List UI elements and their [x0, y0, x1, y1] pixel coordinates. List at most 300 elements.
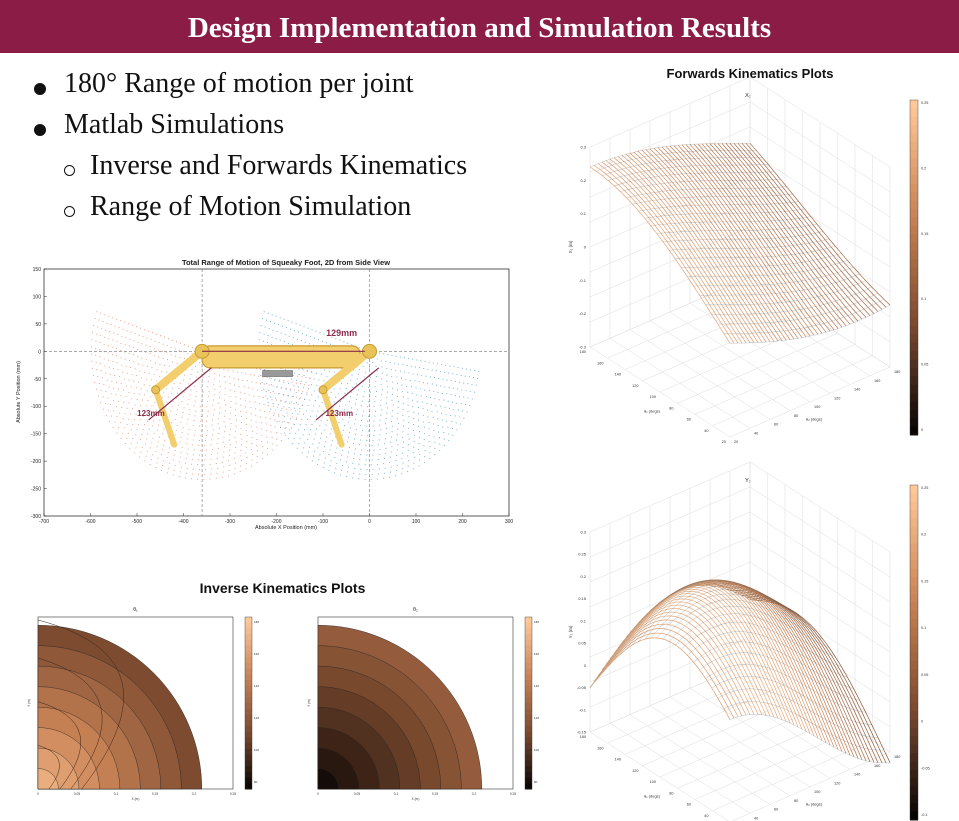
reach-dot [437, 411, 438, 412]
reach-dot [303, 414, 304, 415]
reach-dot [413, 424, 414, 425]
reach-dot [199, 362, 200, 363]
reach-dot [251, 381, 252, 382]
reach-dot [326, 437, 327, 438]
reach-dot [371, 464, 372, 465]
reach-dot [235, 426, 236, 427]
reach-dot [272, 443, 273, 444]
reach-dot [391, 421, 392, 422]
reach-dot [271, 432, 272, 433]
reach-dot [362, 386, 363, 387]
reach-dot [444, 445, 445, 446]
reach-dot [185, 477, 186, 478]
reach-dot [429, 435, 430, 436]
reach-dot [264, 334, 265, 335]
ik-colorbar-tick: 180 [254, 620, 260, 624]
reach-dot [234, 453, 235, 454]
fk-colorbar-step [910, 268, 918, 277]
reach-dot [180, 383, 181, 384]
reach-dot [361, 435, 362, 436]
reach-dot [199, 425, 200, 426]
reach-dot [448, 440, 449, 441]
reach-dot [267, 448, 268, 449]
reach-dot [434, 398, 435, 399]
reach-dot [282, 326, 283, 327]
reach-dot [290, 390, 291, 391]
reach-dot [132, 408, 133, 409]
reach-dot [405, 379, 406, 380]
reach-dot [245, 430, 246, 431]
reach-dot [210, 474, 211, 475]
reach-dot [291, 402, 292, 403]
reach-dot [292, 322, 293, 323]
reach-dot [280, 400, 281, 401]
reach-dot [181, 467, 182, 468]
reach-dot [365, 464, 366, 465]
reach-dot [383, 353, 384, 354]
reach-dot [118, 401, 119, 402]
ik-colorbar-step [525, 686, 532, 692]
fk-surface-line [654, 148, 794, 339]
reach-dot [412, 359, 413, 360]
reach-dot [403, 442, 404, 443]
reach-dot [298, 443, 299, 444]
reach-dot [319, 332, 320, 333]
reach-dot [434, 448, 435, 449]
fk-colorbar-step [910, 209, 918, 218]
fk-grid-line [590, 732, 730, 821]
reach-dot [392, 426, 393, 427]
reach-dot [251, 460, 252, 461]
ik-colorbar-tick: 80 [254, 780, 258, 784]
reach-dot [266, 436, 267, 437]
reach-dot [417, 401, 418, 402]
reach-dot [275, 426, 276, 427]
reach-dot [177, 393, 178, 394]
reach-dot [224, 446, 225, 447]
reach-dot [314, 451, 315, 452]
reach-dot [302, 333, 303, 334]
reach-dot [324, 370, 325, 371]
reach-dot [116, 348, 117, 349]
fk-colorbar-step [910, 711, 918, 720]
reach-dot [266, 383, 267, 384]
fk-colorbar-step [910, 527, 918, 536]
fk-colorbar-step [910, 343, 918, 352]
reach-dot [316, 429, 317, 430]
reach-dot [329, 371, 330, 372]
fk-colorbar-tick: 0 [921, 719, 924, 724]
fk-colorbar-step [910, 502, 918, 511]
reach-dot [442, 426, 443, 427]
reach-dot [264, 384, 265, 385]
fk-colorbar-step [910, 703, 918, 712]
reach-dot [470, 369, 471, 370]
reach-dot [341, 455, 342, 456]
ik-colorbar-step [245, 680, 252, 686]
reach-dot [362, 430, 363, 431]
reach-dot [466, 369, 467, 370]
fk-colorbar-step [910, 226, 918, 235]
reach-dot [212, 405, 213, 406]
reach-dot [387, 392, 388, 393]
reach-dot [440, 406, 441, 407]
fk-colorbar-tick: 0.1 [921, 297, 927, 302]
fk-colorbar-step [910, 611, 918, 620]
reach-dot [194, 401, 195, 402]
fk-colorbar-step [910, 410, 918, 419]
reach-dot [261, 390, 262, 391]
reach-dot [474, 392, 475, 393]
reach-dot [256, 439, 257, 440]
reach-dot [287, 422, 288, 423]
reach-dot [272, 437, 273, 438]
reach-dot [269, 411, 270, 412]
fk-colorbar-step [910, 778, 918, 787]
reach-dot [152, 438, 153, 439]
reach-dot [270, 409, 271, 410]
reach-dot [397, 450, 398, 451]
reach-dot [153, 374, 154, 375]
fk-colorbar-step [910, 627, 918, 636]
reach-dot [354, 423, 355, 424]
reach-dot [382, 373, 383, 374]
reach-dot [216, 473, 217, 474]
reach-dot [426, 396, 427, 397]
reach-dot [391, 376, 392, 377]
reach-dot [463, 418, 464, 419]
reach-dot [131, 398, 132, 399]
reach-dot [358, 374, 359, 375]
bullet-text: 180° Range of motion per joint [64, 68, 414, 99]
reach-dot [329, 397, 330, 398]
reach-dot [455, 395, 456, 396]
reach-dot [282, 422, 283, 423]
reach-dot [356, 414, 357, 415]
reach-dot [437, 418, 438, 419]
reach-dot [329, 449, 330, 450]
reach-dot [306, 394, 307, 395]
reach-dot [120, 320, 121, 321]
reach-dot [187, 419, 188, 420]
reach-dot [447, 427, 448, 428]
reach-dot [178, 404, 179, 405]
reach-dot [449, 366, 450, 367]
reach-dot [261, 325, 262, 326]
reach-dot [175, 434, 176, 435]
reach-dot [93, 375, 94, 376]
reach-dot [308, 388, 309, 389]
reach-dot [218, 403, 219, 404]
rom-chart-title: Total Range of Motion of Squeaky Foot, 2D from Side View [181, 258, 391, 267]
reach-dot [397, 413, 398, 414]
reach-dot [186, 443, 187, 444]
reach-dot [343, 430, 344, 431]
reach-dot [306, 382, 307, 383]
reach-dot [380, 415, 381, 416]
reach-dot [104, 365, 105, 366]
reach-dot [390, 472, 391, 473]
reach-dot [309, 400, 310, 401]
reach-dot [372, 445, 373, 446]
reach-dot [130, 367, 131, 368]
reach-dot [334, 457, 335, 458]
ik-colorbar-step [245, 692, 252, 698]
reach-dot [349, 447, 350, 448]
ik-colorbar-tick: 100 [254, 748, 260, 752]
ik-x-axis-label: X (m) [411, 797, 420, 801]
fk-th2-tick-label: 160 [874, 378, 881, 383]
reach-dot [440, 385, 441, 386]
reach-dot [262, 446, 263, 447]
fk-colorbar-step [910, 284, 918, 293]
reach-dot [229, 455, 230, 456]
reach-dot [146, 405, 147, 406]
reach-dot [348, 467, 349, 468]
reach-dot [149, 385, 150, 386]
reach-dot [268, 390, 269, 391]
reach-dot [445, 414, 446, 415]
ik-colorbar-step [525, 674, 532, 680]
reach-dot [158, 357, 159, 358]
reach-dot [161, 454, 162, 455]
reach-dot [240, 471, 241, 472]
reach-dot [402, 447, 403, 448]
reach-dot [285, 402, 286, 403]
fk-z-tick-label: 0.2 [580, 177, 586, 183]
reach-dot [210, 459, 211, 460]
reach-dot [97, 327, 98, 328]
reach-dot [252, 454, 253, 455]
reach-dot [288, 438, 289, 439]
reach-dot [385, 438, 386, 439]
reach-dot [336, 463, 337, 464]
reach-dot [133, 340, 134, 341]
reach-dot [105, 403, 106, 404]
ik-panel-title: θ₂ [413, 607, 418, 613]
reach-dot [104, 358, 105, 359]
reach-dot [445, 365, 446, 366]
reach-dot [335, 338, 336, 339]
reach-dot [311, 372, 312, 373]
fk-surface-line [626, 602, 766, 715]
ik-x-tick-label: 0.1 [113, 792, 119, 796]
fk-surface-line [730, 714, 890, 763]
reach-dot [291, 428, 292, 429]
reach-dot [151, 405, 152, 406]
reach-dot [411, 366, 412, 367]
reach-dot [121, 364, 122, 365]
reach-dot [184, 344, 185, 345]
fk-th2-tick-label: 120 [834, 396, 841, 401]
reach-dot [296, 380, 297, 381]
reach-dot [142, 365, 143, 366]
reach-dot [100, 335, 101, 336]
reach-dot [331, 428, 332, 429]
reach-dot [149, 373, 150, 374]
fk-grid-line [730, 752, 890, 821]
reach-dot [283, 382, 284, 383]
reach-dot [313, 378, 314, 379]
reach-dot [288, 422, 289, 423]
reach-dot [222, 477, 223, 478]
reach-dot [125, 366, 126, 367]
ik-colorbar-step [525, 709, 532, 715]
reach-dot [225, 388, 226, 389]
ik-colorbar-step [245, 755, 252, 761]
reach-dot [355, 448, 356, 449]
reach-dot [288, 320, 289, 321]
reach-dot [305, 424, 306, 425]
reach-dot [310, 336, 311, 337]
reach-dot [461, 389, 462, 390]
reach-dot [297, 413, 298, 414]
reach-dot [112, 354, 113, 355]
reach-dot [342, 450, 343, 451]
reach-dot [185, 463, 186, 464]
reach-dot [291, 379, 292, 380]
reach-dot [167, 345, 168, 346]
reach-dot [296, 392, 297, 393]
reach-dot [187, 453, 188, 454]
reach-dot [263, 404, 264, 405]
reach-dot [360, 454, 361, 455]
reach-dot [145, 352, 146, 353]
reach-dot [218, 418, 219, 419]
fk-colorbar-step [910, 418, 918, 427]
reach-dot [465, 390, 466, 391]
reach-dot [294, 330, 295, 331]
reach-dot [164, 365, 165, 366]
reach-dot [378, 444, 379, 445]
reach-dot [230, 407, 231, 408]
reach-dot [167, 472, 168, 473]
ik-colorbar-step [525, 692, 532, 698]
reach-dot [94, 382, 95, 383]
reach-dot [205, 469, 206, 470]
fk-z-tick-label: 0.1 [580, 618, 586, 624]
reach-dot [391, 436, 392, 437]
reach-dot [308, 452, 309, 453]
ik-colorbar-step [525, 783, 532, 789]
y-tick-label: -150 [30, 431, 41, 438]
reach-dot [380, 405, 381, 406]
reach-dot [217, 458, 218, 459]
reach-dot [413, 412, 414, 413]
reach-dot [246, 441, 247, 442]
reach-dot [289, 429, 290, 430]
reach-dot [378, 459, 379, 460]
reach-dot [298, 429, 299, 430]
fk-z-tick-label: 0 [583, 662, 586, 668]
reach-dot [326, 425, 327, 426]
fk-grid-line [730, 367, 890, 437]
reach-dot [150, 360, 151, 361]
reach-dot [458, 367, 459, 368]
reach-dot [309, 343, 310, 344]
reach-dot [372, 469, 373, 470]
reach-dot [440, 371, 441, 372]
reach-dot [125, 344, 126, 345]
reach-dot [352, 387, 353, 388]
reach-dot [373, 421, 374, 422]
reach-dot [467, 383, 468, 384]
reach-dot [203, 479, 204, 480]
reach-dot [271, 344, 272, 345]
reach-dot [95, 348, 96, 349]
reach-dot [187, 404, 188, 405]
reach-dot [235, 463, 236, 464]
reach-dot [251, 443, 252, 444]
reach-dot [303, 369, 304, 370]
reach-dot [452, 428, 453, 429]
reach-dot [325, 458, 326, 459]
reach-dot [415, 387, 416, 388]
reach-dot [135, 447, 136, 448]
reach-dot [214, 379, 215, 380]
bullet-circle-icon [64, 206, 75, 217]
reach-dot [138, 424, 139, 425]
reach-dot [386, 428, 387, 429]
reach-dot [206, 406, 207, 407]
reach-dot [180, 343, 181, 344]
reach-dot [418, 465, 419, 466]
fk-th2-tick-label: 100 [814, 790, 821, 794]
ik-colorbar-step [525, 703, 532, 709]
reach-dot [275, 397, 276, 398]
reach-dot [144, 424, 145, 425]
fk-colorbar-step [910, 150, 918, 159]
ik-colorbar-step [245, 697, 252, 703]
reach-dot [427, 383, 428, 384]
reach-dot [278, 404, 279, 405]
reach-dot [134, 368, 135, 369]
reach-dot [401, 378, 402, 379]
ik-panel-2 [307, 607, 539, 801]
reach-dot [316, 373, 317, 374]
reach-dot [211, 425, 212, 426]
reach-dot [197, 479, 198, 480]
reach-dot [204, 445, 205, 446]
reach-dot [429, 390, 430, 391]
reach-dot [205, 425, 206, 426]
reach-dot [125, 337, 126, 338]
reach-dot [99, 320, 100, 321]
reach-dot [251, 426, 252, 427]
reach-dots-front [258, 311, 479, 480]
fk-th2-tick-label: 60 [774, 807, 779, 812]
reach-dot [224, 376, 225, 377]
reach-dot [139, 394, 140, 395]
fk-colorbar-step [910, 335, 918, 344]
reach-dot [229, 376, 230, 377]
reach-dot [420, 388, 421, 389]
reach-dot [330, 344, 331, 345]
reach-dot [91, 346, 92, 347]
reach-dot [444, 439, 445, 440]
reach-dot [310, 429, 311, 430]
reach-dot [355, 419, 356, 420]
reach-dot [257, 450, 258, 451]
reach-dot [408, 372, 409, 373]
reach-dot [166, 352, 167, 353]
reach-dot [200, 406, 201, 407]
reach-dot [150, 464, 151, 465]
fk-colorbar-step [910, 493, 918, 502]
reach-dot [172, 362, 173, 363]
reach-dot [146, 456, 147, 457]
reach-dot [150, 353, 151, 354]
